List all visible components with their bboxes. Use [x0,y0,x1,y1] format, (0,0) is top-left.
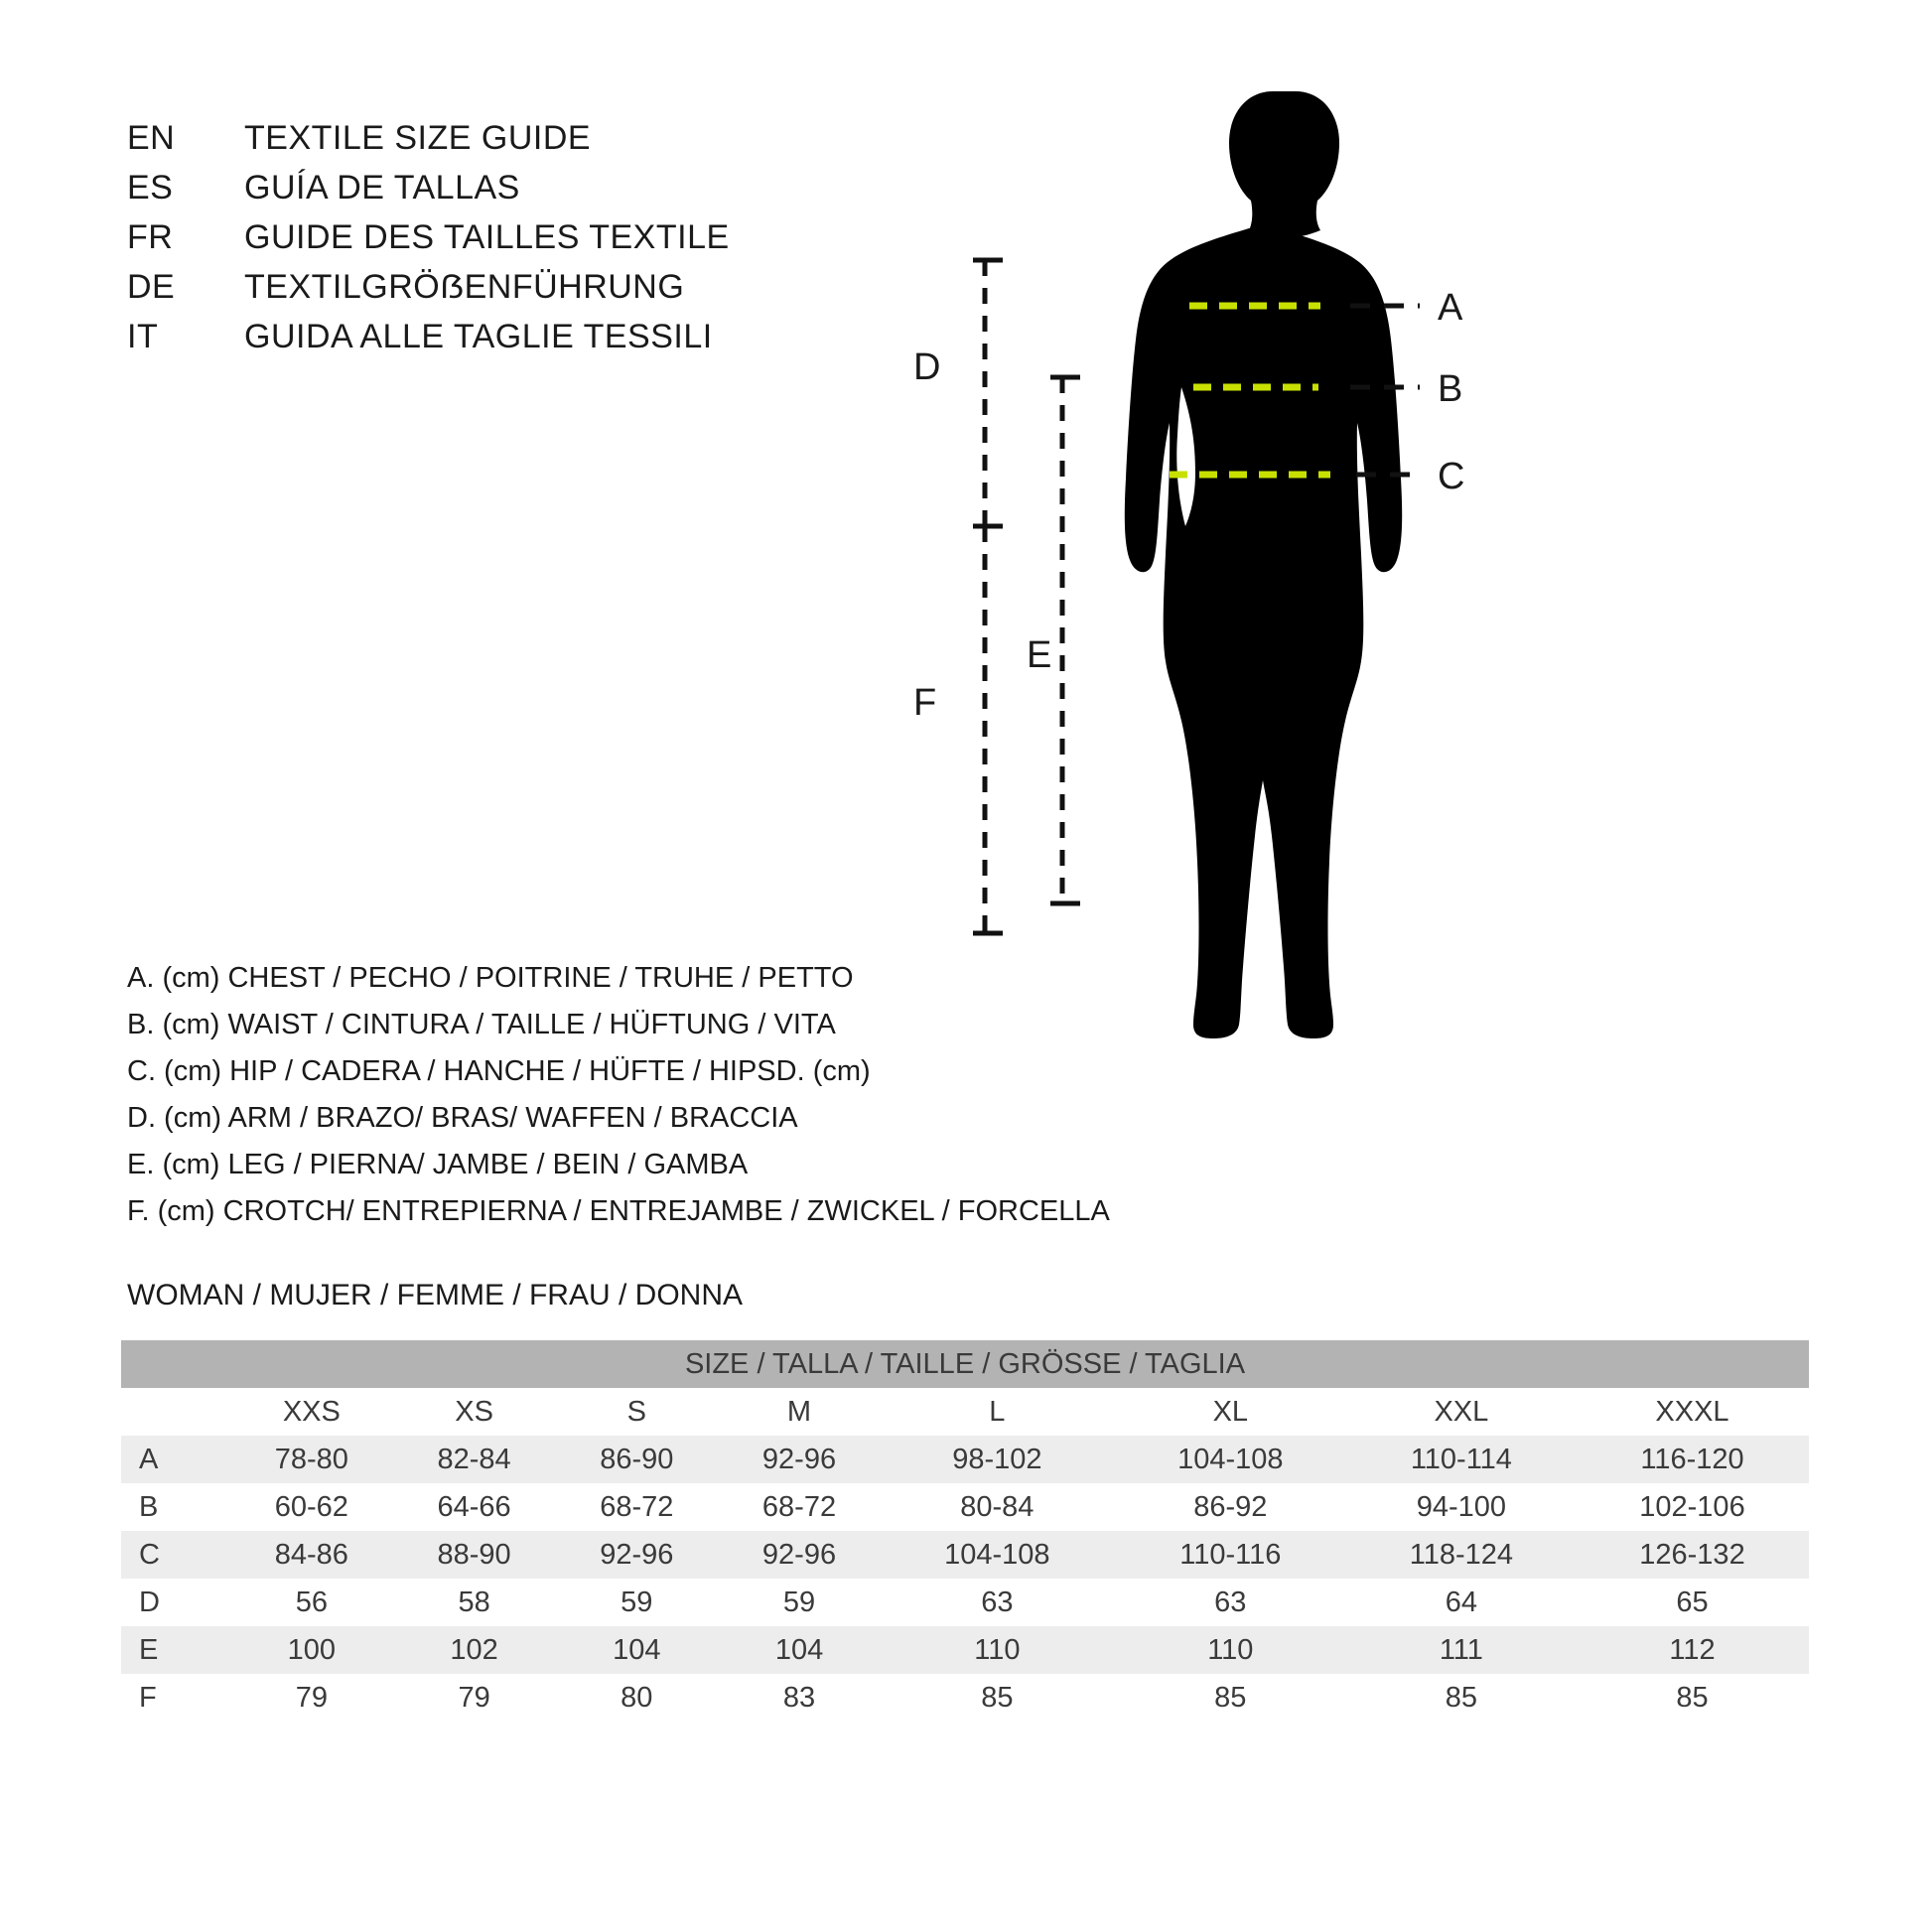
title-row [127,268,730,318]
row-label-b: B [121,1483,230,1531]
table-header-row [121,1388,1809,1436]
legend-item-c: C. (cm) HIP / CADERA / HANCHE / HÜFTE / HIPSD. (cm) [127,1055,871,1087]
title-text-fr: GUIDE DES TAILLES TEXTILE [244,218,730,256]
cell-c-xs: 88-90 [393,1531,556,1579]
legend-item-b: B. (cm) WAIST / CINTURA / TAILLE / HÜFTUNG / VITA [127,1009,836,1040]
title-row [127,119,730,169]
cell-a-xxxl: 116-120 [1576,1436,1809,1483]
cell-a-xxl: 110-114 [1347,1436,1576,1483]
cell-b-s: 68-72 [555,1483,718,1531]
title-block [127,119,730,367]
table-row [121,1483,1809,1531]
cell-b-m: 68-72 [718,1483,881,1531]
cell-e-xxl: 111 [1347,1626,1576,1674]
cell-b-xxs: 60-62 [230,1483,393,1531]
marker-label-d: D [913,346,941,388]
table-row [121,1531,1809,1579]
table-row [121,1579,1809,1626]
cell-e-xxxl: 112 [1576,1626,1809,1674]
cell-f-xxxl: 85 [1576,1674,1809,1722]
title-lang-it: IT [127,318,159,355]
title-text-en: TEXTILE SIZE GUIDE [244,119,592,157]
title-row [127,169,730,218]
table-row [121,1436,1809,1483]
marker-label-c: C [1438,456,1465,497]
size-header-m: M [718,1388,881,1436]
title-lang-en: EN [127,119,176,157]
cell-d-m: 59 [718,1579,881,1626]
marker-label-b: B [1438,368,1463,410]
cell-a-xxs: 78-80 [230,1436,393,1483]
row-label-c: C [121,1531,230,1579]
title-text-de: TEXTILGRÖẞENFÜHRUNG [244,268,685,306]
cell-c-l: 104-108 [881,1531,1114,1579]
cell-e-xs: 102 [393,1626,556,1674]
legend-item-d: D. (cm) ARM / BRAZO/ BRAS/ WAFFEN / BRACCIA [127,1102,798,1134]
row-label-a: A [121,1436,230,1483]
cell-a-l: 98-102 [881,1436,1114,1483]
cell-a-m: 92-96 [718,1436,881,1483]
cell-a-xl: 104-108 [1114,1436,1347,1483]
row-label-f: F [121,1674,230,1722]
cell-b-xl: 86-92 [1114,1483,1347,1531]
cell-e-xl: 110 [1114,1626,1347,1674]
table-row [121,1674,1809,1722]
title-text-it: GUIDA ALLE TAGLIE TESSILI [244,318,713,355]
cell-f-xxs: 79 [230,1674,393,1722]
gender-label: WOMAN / MUJER / FEMME / FRAU / DONNA [127,1279,743,1311]
size-table [121,1340,1809,1722]
cell-b-l: 80-84 [881,1483,1114,1531]
size-header-xl: XL [1114,1388,1347,1436]
cell-d-xxs: 56 [230,1579,393,1626]
measure-bracket-arm [913,260,1003,526]
cell-b-xxl: 94-100 [1347,1483,1576,1531]
title-lang-de: DE [127,268,176,306]
measure-bracket-leg [1027,377,1080,903]
title-lang-fr: FR [127,218,174,256]
size-header-xs: XS [393,1388,556,1436]
cell-d-xxxl: 65 [1576,1579,1809,1626]
title-text-es: GUÍA DE TALLAS [244,169,520,207]
size-header-l: L [881,1388,1114,1436]
cell-c-m: 92-96 [718,1531,881,1579]
cell-a-s: 86-90 [555,1436,718,1483]
cell-e-l: 110 [881,1626,1114,1674]
table-band-header-label: SIZE / TALLA / TAILLE / GRÖSSE / TAGLIA [121,1340,1809,1388]
legend-item-f: F. (cm) CROTCH/ ENTREPIERNA / ENTREJAMBE / ZWICKEL / FORCELLA [127,1195,1110,1227]
cell-c-xxxl: 126-132 [1576,1531,1809,1579]
size-header-s: S [555,1388,718,1436]
cell-d-l: 63 [881,1579,1114,1626]
table-corner-cell [121,1388,230,1436]
cell-e-s: 104 [555,1626,718,1674]
marker-label-a: A [1438,287,1463,329]
cell-f-xxl: 85 [1347,1674,1576,1722]
cell-c-s: 92-96 [555,1531,718,1579]
legend-block [127,955,1110,1235]
cell-a-xs: 82-84 [393,1436,556,1483]
size-header-xxxl: XXXL [1576,1388,1809,1436]
cell-f-m: 83 [718,1674,881,1722]
row-label-e: E [121,1626,230,1674]
cell-b-xs: 64-66 [393,1483,556,1531]
cell-e-xxs: 100 [230,1626,393,1674]
cell-d-s: 59 [555,1579,718,1626]
table-row [121,1626,1809,1674]
row-label-d: D [121,1579,230,1626]
size-header-xxs: XXS [230,1388,393,1436]
title-row [127,218,730,268]
cell-c-xl: 110-116 [1114,1531,1347,1579]
title-lang-es: ES [127,169,174,207]
cell-f-s: 80 [555,1674,718,1722]
cell-f-l: 85 [881,1674,1114,1722]
woman-silhouette [1125,91,1402,1038]
legend-item-e: E. (cm) LEG / PIERNA/ JAMBE / BEIN / GAMBA [127,1149,749,1180]
cell-f-xl: 85 [1114,1674,1347,1722]
cell-c-xxl: 118-124 [1347,1531,1576,1579]
marker-label-e: E [1027,634,1052,676]
cell-d-xl: 63 [1114,1579,1347,1626]
table-band-header [121,1340,1809,1388]
cell-e-m: 104 [718,1626,881,1674]
title-row [127,318,730,367]
cell-d-xs: 58 [393,1579,556,1626]
cell-d-xxl: 64 [1347,1579,1576,1626]
cell-f-xs: 79 [393,1674,556,1722]
cell-b-xxxl: 102-106 [1576,1483,1809,1531]
marker-label-f: F [913,682,937,724]
legend-item-a: A. (cm) CHEST / PECHO / POITRINE / TRUHE / PETTO [127,962,854,994]
measure-bracket-crotch [913,526,1003,933]
size-header-xxl: XXL [1347,1388,1576,1436]
cell-c-xxs: 84-86 [230,1531,393,1579]
measurement-diagram [913,60,1896,1211]
